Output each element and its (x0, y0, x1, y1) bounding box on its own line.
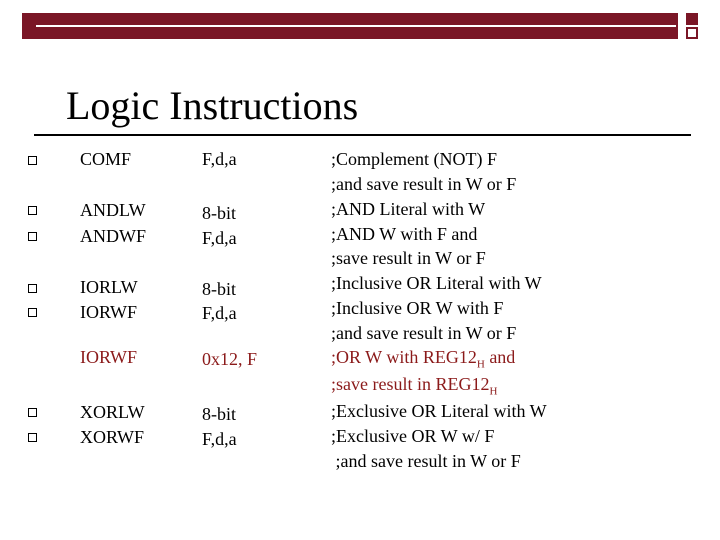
mnemonic: XORLW (80, 402, 145, 422)
comment-line: ;and save result in W or F (331, 323, 517, 343)
mnemonic: XORWF (80, 427, 145, 447)
comment-line: ;save result in W or F (331, 248, 486, 268)
operand: F,d,a (202, 149, 237, 169)
comment-line: ;AND Literal with W (331, 199, 486, 219)
comment-text: ;save result in REG12 (331, 374, 490, 394)
operand: F,d,a (202, 303, 237, 323)
comment-line: ;Inclusive OR W with F (331, 298, 504, 318)
mnemonic: COMF (80, 149, 132, 169)
operand-highlight: 0x12, F (202, 349, 258, 369)
comment-line-highlight (331, 345, 515, 370)
operand: 8-bit (202, 203, 236, 223)
mnemonic: IORLW (80, 277, 138, 297)
mnemonic: ANDLW (80, 200, 146, 220)
comment-line: ;and save result in W or F (331, 174, 517, 194)
comment-line: ;Exclusive OR Literal with W (331, 401, 547, 421)
page-title: Logic Instructions (66, 83, 359, 128)
mnemonic: ANDWF (80, 226, 146, 246)
bullet-icon (28, 308, 37, 317)
comment-line-highlight (331, 372, 497, 397)
operand: F,d,a (202, 228, 237, 248)
comment-line: ;AND W with F and (331, 224, 478, 244)
header-corner-square (686, 13, 698, 25)
header-bar-inner-line (36, 25, 676, 27)
mnemonic-highlight: IORWF (80, 347, 138, 367)
operand: 8-bit (202, 404, 236, 424)
bullet-icon (28, 284, 37, 293)
comment-line: ;Complement (NOT) F (331, 149, 497, 169)
comment-text: and (484, 347, 516, 367)
bullet-icon (28, 433, 37, 442)
bullet-icon (28, 206, 37, 215)
bullet-icon (28, 232, 37, 241)
title-divider (34, 134, 691, 136)
comment-line: ;Exclusive OR W w/ F (331, 426, 495, 446)
subscript: H (476, 358, 485, 371)
bullet-icon (28, 156, 37, 165)
header-corner-square-outline (686, 27, 698, 39)
subscript: H (489, 385, 498, 398)
operand: 8-bit (202, 279, 236, 299)
bullet-icon (28, 408, 37, 417)
mnemonic: IORWF (80, 302, 138, 322)
comment-line: ;and save result in W or F (331, 451, 521, 471)
operand: F,d,a (202, 429, 237, 449)
comment-line: ;Inclusive OR Literal with W (331, 273, 542, 293)
comment-text: ;OR W with REG12 (331, 347, 477, 367)
